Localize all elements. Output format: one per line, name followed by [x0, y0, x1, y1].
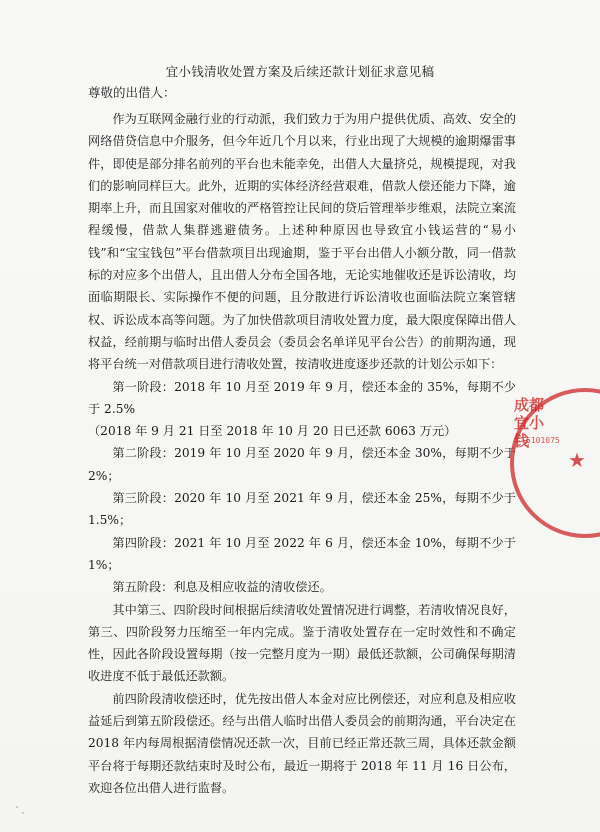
stage-1-line: 第一阶段：2018 年 10 月至 2019 年 9 月，偿还本金的 35%，每期不少于 2.5% [88, 379, 516, 416]
stage-5-line: 第五阶段：利息及相应收益的清收偿还。 [112, 580, 332, 595]
stage-3-line: 第三阶段：2020 年 10 月至 2021 年 9 月，偿还本金 25%，每期不少于 1.5%； [88, 491, 516, 528]
salutation: 尊敬的出借人： [88, 85, 176, 100]
paragraph-adjustment: 其中第三、四阶段时间根据后续清收处置情况进行调整，若清收情况良好，第三、四阶段努力压缩至一年内完成。鉴于清收处置存在一定时效性和不确定性，因此各阶段设置每期（按一完整月度为一期）最低还款额，公司确保每期清收进度不低于最低还款额。 [88, 602, 516, 684]
seal-star-icon: ★ [568, 448, 586, 472]
seal-number: 5101075 [526, 436, 560, 445]
document-body [88, 108, 516, 799]
paper-speck [22, 812, 24, 814]
paragraph-intro: 作为互联网金融行业的行动派，我们致力于为用户提供优质、高效、安全的网络借贷信息中介服务，但今年近几个月以来，行业出现了大规模的逾期爆雷事件，即使是部分排名前列的平台也未能幸免，出借人大量挤兑，规模提现，对我们的影响同样巨大。此外，近期的实体经济经营艰难，借款人偿还能力下降，逾期率上升，而且国家对催收的严格管控让民间的贷后管理举步维艰，法院立案流程缓慢，借款人集群逃避债务。上述种种原因也导致宜小钱运营的“易小钱”和“宝宝钱包”平台借款项目出现逾期，鉴于平台出借人小额分散，同一借款标的对应多个出借人，且出借人分布全国各地，无论实地催收还是诉讼清收，均面临期限长、实际操作不便的问题，且分散进行诉讼清收也面临法院立案管辖权、诉讼成本高等问题。为了加快借款项目清收处置力度，最大限度保障出借人权益，经前期与临时出借人委员会（委员会名单详见平台公告）的前期沟通，现将平台统一对借款项目进行清收处置，按清收进度逐步还款的计划公示如下： [88, 112, 516, 372]
paper-speck [16, 806, 18, 808]
stage-4-line: 第四阶段：2021 年 10 月至 2022 年 6 月，偿还本金 10%，每期不少于 1%； [88, 535, 516, 572]
seal-text: 成都宜小钱 [514, 396, 545, 450]
stage-1-note: （2018 年 9 月 21 日至 2018 年 10 月 20 日已还款 6063 万元） [88, 424, 457, 439]
paragraph-repayment: 前四阶段清收偿还时，优先按出借人本金对应比例偿还，对应利息及相应收益延后到第五阶段偿还。经与出借人临时出借人委员会的前期沟通，平台决定在 2018 年内每周根据清偿情况还款一次，目前已经正常还款三周，具体还款金额平台将于每期还款结束时及时公布，最近一期将于 2018 年 11 月 16 日公布，欢迎各位出借人进行监督。 [88, 691, 516, 795]
document-title: 宜小钱清收处置方案及后续还款计划征求意见稿 [165, 64, 435, 79]
stage-2-line: 第二阶段：2019 年 10 月至 2020 年 9 月，偿还本金 30%，每期不少于 2%； [88, 446, 516, 483]
